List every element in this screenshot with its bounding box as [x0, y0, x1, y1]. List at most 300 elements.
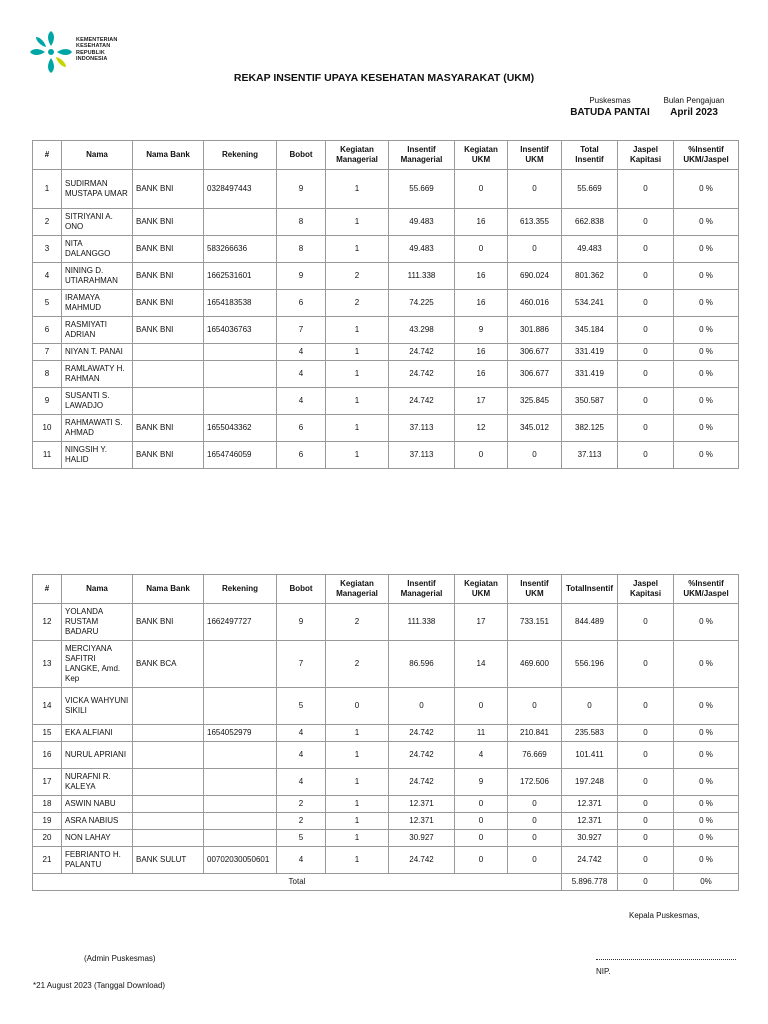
table-cell: 9: [455, 769, 508, 796]
table-cell: 197.248: [562, 769, 618, 796]
table-cell: 4: [455, 742, 508, 769]
table-cell: BANK BNI: [133, 317, 204, 344]
table-cell: 306.677: [508, 361, 562, 388]
table-cell: 0 %: [674, 236, 739, 263]
table-cell: YOLANDA RUSTAM BADARU: [62, 604, 133, 641]
table-cell: 0: [618, 290, 674, 317]
column-header: Nama: [62, 575, 133, 604]
table-cell: RASMIYATI ADRIAN: [62, 317, 133, 344]
table-cell: 16: [455, 290, 508, 317]
table-cell: 37.113: [389, 415, 455, 442]
table-cell: 0 %: [674, 290, 739, 317]
table-cell: 7: [277, 641, 326, 688]
table-cell: BANK BNI: [133, 236, 204, 263]
column-header: Bobot: [277, 575, 326, 604]
table-cell: 0: [326, 688, 389, 725]
table-row: [33, 263, 739, 290]
table-cell: 172.506: [508, 769, 562, 796]
table-cell: [204, 361, 277, 388]
table-cell: 11: [33, 442, 62, 469]
total-insentif: 5.896.778: [562, 874, 618, 891]
table-row: [33, 442, 739, 469]
table-row: [33, 725, 739, 742]
table-cell: 0 %: [674, 388, 739, 415]
table-cell: 382.125: [562, 415, 618, 442]
table-cell: 8: [33, 361, 62, 388]
table-cell: 2: [326, 641, 389, 688]
table-cell: 0: [508, 170, 562, 209]
table-cell: 1662497727: [204, 604, 277, 641]
column-header: Insentif Managerial: [389, 141, 455, 170]
table-cell: 0: [618, 830, 674, 847]
table-cell: 301.886: [508, 317, 562, 344]
column-header: #: [33, 575, 62, 604]
table-cell: 325.845: [508, 388, 562, 415]
table-cell: 6: [277, 290, 326, 317]
table-cell: 1662531601: [204, 263, 277, 290]
table-cell: 350.587: [562, 388, 618, 415]
table-cell: FEBRIANTO H. PALANTU: [62, 847, 133, 874]
column-header: Kegiatan Managerial: [326, 575, 389, 604]
table-cell: 0 %: [674, 442, 739, 469]
table-cell: 2: [326, 290, 389, 317]
table-cell: 14: [455, 641, 508, 688]
table-cell: 0: [618, 847, 674, 874]
table-cell: 5: [277, 830, 326, 847]
total-label: Total: [33, 874, 562, 891]
table-cell: 24.742: [389, 742, 455, 769]
table-cell: 30.927: [389, 830, 455, 847]
table-cell: 1654183538: [204, 290, 277, 317]
page-title: REKAP INSENTIF UPAYA KESEHATAN MASYARAKAT (UKM): [233, 72, 535, 84]
column-header: Kegiatan UKM: [455, 141, 508, 170]
table-cell: 0: [618, 263, 674, 290]
column-header: %Insentif UKM/Jaspel: [674, 575, 739, 604]
puskesmas-label: Puskesmas: [589, 96, 631, 105]
table-cell: 24.742: [389, 769, 455, 796]
table-cell: 331.419: [562, 344, 618, 361]
table-cell: 17: [33, 769, 62, 796]
table-cell: 76.669: [508, 742, 562, 769]
table-row: [33, 813, 739, 830]
table-cell: 0 %: [674, 725, 739, 742]
table-cell: 4: [33, 263, 62, 290]
table-cell: NITA DALANGGO: [62, 236, 133, 263]
table-cell: 0 %: [674, 344, 739, 361]
table-cell: 235.583: [562, 725, 618, 742]
table-cell: 4: [277, 388, 326, 415]
table-cell: 0: [508, 830, 562, 847]
table-cell: ASWIN NABU: [62, 796, 133, 813]
table-cell: 1: [326, 170, 389, 209]
table-cell: 0: [618, 604, 674, 641]
table-cell: 0 %: [674, 317, 739, 344]
table-cell: 0: [618, 688, 674, 725]
table-cell: 0 %: [674, 641, 739, 688]
table-cell: 0: [618, 236, 674, 263]
table-cell: [204, 742, 277, 769]
table-row: [33, 236, 739, 263]
table-cell: 1: [326, 317, 389, 344]
table-cell: 0: [455, 688, 508, 725]
table-cell: 24.742: [389, 361, 455, 388]
table-cell: 21: [33, 847, 62, 874]
table-cell: 0: [455, 847, 508, 874]
table-cell: ASRA NABIUS: [62, 813, 133, 830]
table-cell: 12.371: [562, 796, 618, 813]
table-cell: NON LAHAY: [62, 830, 133, 847]
table-cell: 0 %: [674, 847, 739, 874]
table-cell: 5: [33, 290, 62, 317]
table-cell: 00702030050601: [204, 847, 277, 874]
table-cell: 4: [277, 847, 326, 874]
table-cell: 37.113: [562, 442, 618, 469]
table-cell: NINGSIH Y. HALID: [62, 442, 133, 469]
table-cell: 55.669: [562, 170, 618, 209]
table-cell: 0: [455, 813, 508, 830]
column-header: Insentif Managerial: [389, 575, 455, 604]
table-cell: 1: [33, 170, 62, 209]
table-cell: [204, 796, 277, 813]
table-cell: 345.184: [562, 317, 618, 344]
table-header-row: [33, 575, 739, 604]
signature-line: [596, 959, 736, 960]
table-cell: 0: [618, 813, 674, 830]
table-cell: 2: [326, 263, 389, 290]
table-cell: 12.371: [389, 813, 455, 830]
table-cell: 0: [508, 688, 562, 725]
table-row: [33, 361, 739, 388]
table-cell: 4: [277, 725, 326, 742]
table-cell: [204, 830, 277, 847]
table-cell: 7: [277, 317, 326, 344]
table-cell: 1: [326, 769, 389, 796]
table-cell: 210.841: [508, 725, 562, 742]
table-cell: 111.338: [389, 263, 455, 290]
table-cell: 0: [455, 442, 508, 469]
table-cell: 43.298: [389, 317, 455, 344]
puskesmas-block: [560, 96, 660, 118]
table-cell: 111.338: [389, 604, 455, 641]
column-header: Bobot: [277, 141, 326, 170]
table-row: [33, 796, 739, 813]
column-header: Kegiatan Managerial: [326, 141, 389, 170]
table-cell: [133, 361, 204, 388]
table-cell: 9: [277, 604, 326, 641]
table-cell: 0 %: [674, 415, 739, 442]
insentif-table-1: [32, 140, 739, 469]
table-cell: 6: [277, 415, 326, 442]
table-cell: 37.113: [389, 442, 455, 469]
table-cell: 101.411: [562, 742, 618, 769]
table-cell: 55.669: [389, 170, 455, 209]
table-cell: 1: [326, 796, 389, 813]
table-cell: 844.489: [562, 604, 618, 641]
table-cell: 17: [455, 388, 508, 415]
table-cell: 1654746059: [204, 442, 277, 469]
column-header: Total Insentif: [562, 141, 618, 170]
table-cell: 4: [277, 769, 326, 796]
table-cell: [133, 813, 204, 830]
table-cell: 24.742: [389, 344, 455, 361]
column-header: Nama Bank: [133, 575, 204, 604]
table-cell: 8: [277, 236, 326, 263]
table-row: [33, 170, 739, 209]
table-cell: 0: [389, 688, 455, 725]
table-cell: 6: [33, 317, 62, 344]
table-cell: 9: [277, 170, 326, 209]
admin-puskesmas-label: (Admin Puskesmas): [84, 954, 156, 963]
table-cell: 16: [455, 263, 508, 290]
table-row: [33, 209, 739, 236]
table-cell: 7: [33, 344, 62, 361]
table-cell: [133, 796, 204, 813]
table-cell: 18: [33, 796, 62, 813]
table-cell: 460.016: [508, 290, 562, 317]
puskesmas-value: BATUDA PANTAI: [570, 107, 650, 118]
total-jaspel: 0: [618, 874, 674, 891]
table-cell: 331.419: [562, 361, 618, 388]
table-cell: 1: [326, 415, 389, 442]
table-cell: 534.241: [562, 290, 618, 317]
table-cell: BANK BNI: [133, 442, 204, 469]
table-cell: 24.742: [389, 847, 455, 874]
table-row: [33, 742, 739, 769]
table-cell: 30.927: [562, 830, 618, 847]
table-cell: 0: [618, 742, 674, 769]
table-cell: RAHMAWATI S. AHMAD: [62, 415, 133, 442]
table-cell: 16: [33, 742, 62, 769]
table-cell: 1: [326, 388, 389, 415]
column-header: Nama: [62, 141, 133, 170]
table-cell: 5: [277, 688, 326, 725]
table-row: [33, 344, 739, 361]
table-cell: 10: [33, 415, 62, 442]
table-cell: 12.371: [562, 813, 618, 830]
table-cell: 0 %: [674, 830, 739, 847]
table-row: [33, 688, 739, 725]
table-cell: 9: [277, 263, 326, 290]
table-cell: 0 %: [674, 361, 739, 388]
table-cell: NINING D. UTIARAHMAN: [62, 263, 133, 290]
table-cell: 613.355: [508, 209, 562, 236]
table-cell: 345.012: [508, 415, 562, 442]
table-cell: 0 %: [674, 604, 739, 641]
table-cell: 11: [455, 725, 508, 742]
kemenkes-logo-text: KEMENTERIAN KESEHATAN REPUBLIK INDONESIA: [76, 37, 118, 62]
table-cell: MERCIYANA SAFITRI LANGKE, Amd. Kep: [62, 641, 133, 688]
table-cell: 1: [326, 442, 389, 469]
table-cell: 0: [455, 170, 508, 209]
table-row: [33, 641, 739, 688]
table-cell: 16: [455, 209, 508, 236]
table-cell: 0: [618, 769, 674, 796]
table-cell: 15: [33, 725, 62, 742]
table-cell: 306.677: [508, 344, 562, 361]
table-cell: 0 %: [674, 742, 739, 769]
table-cell: BANK BNI: [133, 263, 204, 290]
table-row: [33, 847, 739, 874]
table-row: [33, 317, 739, 344]
table-cell: 1: [326, 236, 389, 263]
table-cell: 1: [326, 742, 389, 769]
table-cell: 0: [618, 796, 674, 813]
table-cell: 1: [326, 830, 389, 847]
total-row: [33, 874, 739, 891]
table-cell: 662.838: [562, 209, 618, 236]
table-cell: 0 %: [674, 688, 739, 725]
column-header: Insentif UKM: [508, 575, 562, 604]
table-row: [33, 769, 739, 796]
table-cell: 1654036763: [204, 317, 277, 344]
table-cell: 1: [326, 813, 389, 830]
table-cell: 0 %: [674, 263, 739, 290]
table-cell: 8: [277, 209, 326, 236]
table-cell: BANK BCA: [133, 641, 204, 688]
table-cell: 0: [618, 344, 674, 361]
table-cell: [204, 688, 277, 725]
table-cell: 20: [33, 830, 62, 847]
table-cell: BANK BNI: [133, 209, 204, 236]
table-cell: 0 %: [674, 796, 739, 813]
table-cell: 0: [618, 361, 674, 388]
table-cell: 4: [277, 361, 326, 388]
table-cell: 2: [33, 209, 62, 236]
table-cell: 0: [562, 688, 618, 725]
table-header-row: [33, 141, 739, 170]
table-cell: 24.742: [389, 388, 455, 415]
table-cell: BANK BNI: [133, 170, 204, 209]
table-cell: 4: [277, 344, 326, 361]
table-cell: 0328497443: [204, 170, 277, 209]
column-header: #: [33, 141, 62, 170]
table-cell: 469.600: [508, 641, 562, 688]
table-cell: 9: [455, 317, 508, 344]
table-cell: 0: [508, 796, 562, 813]
table-cell: 0: [508, 813, 562, 830]
table-row: [33, 830, 739, 847]
table-cell: 0: [618, 317, 674, 344]
table-cell: 0: [455, 236, 508, 263]
table-cell: 12: [455, 415, 508, 442]
table-cell: 24.742: [562, 847, 618, 874]
table-cell: [204, 769, 277, 796]
table-cell: 0: [508, 236, 562, 263]
table-cell: 0: [618, 388, 674, 415]
column-header: Kegiatan UKM: [455, 575, 508, 604]
table-cell: 0 %: [674, 813, 739, 830]
table-cell: 24.742: [389, 725, 455, 742]
table-cell: 1: [326, 847, 389, 874]
table-cell: 49.483: [389, 236, 455, 263]
insentif-table-2: [32, 574, 739, 891]
table-cell: [204, 209, 277, 236]
table-cell: 3: [33, 236, 62, 263]
table-cell: 0: [618, 415, 674, 442]
table-cell: 19: [33, 813, 62, 830]
table-cell: NURAFNI R. KALEYA: [62, 769, 133, 796]
table-cell: 16: [455, 361, 508, 388]
table-cell: 0: [455, 830, 508, 847]
table-cell: 2: [277, 813, 326, 830]
download-note: *21 August 2023 (Tanggal Download): [33, 981, 166, 990]
column-header: Insentif UKM: [508, 141, 562, 170]
table-cell: 583266636: [204, 236, 277, 263]
table-cell: 0 %: [674, 209, 739, 236]
column-header: Rekening: [204, 575, 277, 604]
table-cell: 0: [618, 170, 674, 209]
table-cell: 1: [326, 725, 389, 742]
table-cell: SUSANTI S. LAWADJO: [62, 388, 133, 415]
table-cell: 556.196: [562, 641, 618, 688]
table-cell: 6: [277, 442, 326, 469]
column-header: Nama Bank: [133, 141, 204, 170]
table-cell: [133, 769, 204, 796]
table-cell: 0: [455, 796, 508, 813]
table-cell: 801.362: [562, 263, 618, 290]
bulan-value: April 2023: [670, 107, 718, 118]
table-cell: [204, 344, 277, 361]
table-cell: 2: [277, 796, 326, 813]
table-cell: [133, 388, 204, 415]
table-row: [33, 604, 739, 641]
column-header: Jaspel Kapitasi: [618, 141, 674, 170]
table-cell: 2: [326, 604, 389, 641]
table-cell: 9: [33, 388, 62, 415]
table-cell: BANK BNI: [133, 415, 204, 442]
table-cell: 49.483: [389, 209, 455, 236]
table-cell: 733.151: [508, 604, 562, 641]
table-cell: SUDIRMAN MUSTAPA UMAR: [62, 170, 133, 209]
table-cell: 1: [326, 361, 389, 388]
table-cell: NURUL APRIANI: [62, 742, 133, 769]
table-cell: 13: [33, 641, 62, 688]
table-cell: IRAMAYA MAHMUD: [62, 290, 133, 317]
bulan-block: [652, 96, 736, 118]
table-cell: [133, 830, 204, 847]
table-cell: RAMLAWATY H. RAHMAN: [62, 361, 133, 388]
column-header: Jaspel Kapitasi: [618, 575, 674, 604]
table-cell: 49.483: [562, 236, 618, 263]
table-cell: 0: [618, 641, 674, 688]
column-header: Rekening: [204, 141, 277, 170]
total-percent: 0%: [674, 874, 739, 891]
table-cell: BANK BNI: [133, 604, 204, 641]
table-cell: [133, 344, 204, 361]
table-cell: 1654052979: [204, 725, 277, 742]
column-header: %Insentif UKM/Jaspel: [674, 141, 739, 170]
kepala-puskesmas-label: Kepala Puskesmas,: [629, 911, 700, 920]
table-cell: [204, 641, 277, 688]
bulan-label: Bulan Pengajuan: [663, 96, 725, 105]
column-header: TotalInsentif: [562, 575, 618, 604]
table-cell: 74.225: [389, 290, 455, 317]
table-cell: 0: [618, 725, 674, 742]
table-cell: 690.024: [508, 263, 562, 290]
table-cell: BANK SULUT: [133, 847, 204, 874]
table-cell: [204, 813, 277, 830]
table-cell: 1: [326, 344, 389, 361]
table-cell: 86.596: [389, 641, 455, 688]
table-cell: 12.371: [389, 796, 455, 813]
table-cell: 16: [455, 344, 508, 361]
table-cell: 0 %: [674, 769, 739, 796]
table-cell: 1655043362: [204, 415, 277, 442]
table-cell: 4: [277, 742, 326, 769]
table-cell: 12: [33, 604, 62, 641]
table-cell: 0: [618, 442, 674, 469]
table-cell: 14: [33, 688, 62, 725]
